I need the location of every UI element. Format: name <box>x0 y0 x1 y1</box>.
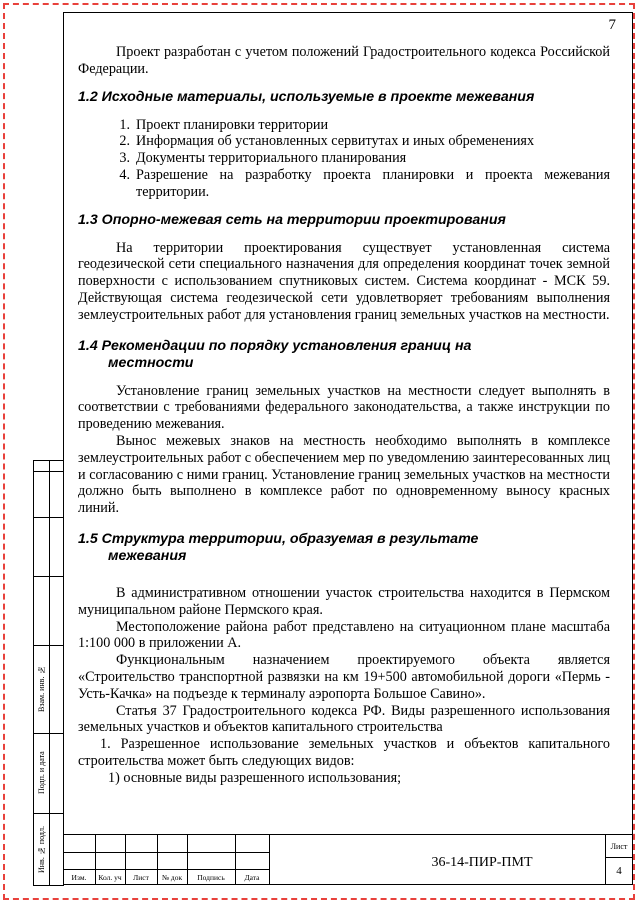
section-1-5-paragraph: 1. Разрешенное использование земельных участков и объектов капитального строительства может быть следующих видов: <box>78 736 610 769</box>
list-item: 4. Разрешение на разработку проекта планировки и проекта межевания территории. <box>119 166 610 200</box>
section-1-5-paragraph: Статья 37 Градостроительного кодекса РФ. Виды разрешенного использования земельных участков и объектов капитального строительства <box>78 702 610 736</box>
sheet-number: 4 <box>616 865 622 877</box>
title-block <box>63 834 633 885</box>
side-approval-table <box>33 460 64 886</box>
section-1-5-paragraph: Местоположение района работ представлено на ситуационном плане масштаба 1:100 000 в приложении А. <box>78 618 610 652</box>
document-code: 36-14-ПИР-ПМТ <box>431 855 533 870</box>
col-signature: Подпись <box>197 873 225 882</box>
section-1-3-heading: 1.3 Опорно-межевая сеть на территории проектирования <box>78 211 506 228</box>
section-1-4-paragraph: Установление границ земельных участков на местности следует выполнять в соответствии с требованиями федерального законодательства, а также инструкции по проведению межевания. <box>78 382 610 433</box>
intro-paragraph: Проект разработан с учетом положений Градостроительного кодекса Российской Федерации. <box>78 44 610 77</box>
signature-date-label: Подп. и дата <box>37 751 46 795</box>
section-1-5-paragraph: 1) основные виды разрешенного использования; <box>108 769 402 786</box>
section-1-5-heading: 1.5 Структура территории, образуемая в результате межевания <box>78 530 479 564</box>
list-item: 1. Проект планировки территории <box>119 116 329 133</box>
replacement-inventory-label: Взам. инв. № <box>37 665 46 713</box>
col-doc-number: № док <box>161 873 183 882</box>
col-change: Изм. <box>71 873 87 882</box>
section-1-2-heading: 1.2 Исходные материалы, используемые в проекте межевания <box>78 88 535 105</box>
original-inventory-label: Инв. № подл. <box>37 826 46 874</box>
document-body <box>78 44 610 787</box>
list-item: 3. Документы территориального планирования <box>119 150 407 167</box>
section-1-5-paragraph: В административном отношении участок строительства находится в Пермском муниципальном районе Пермского края. <box>78 584 610 618</box>
list-item: 2. Информация об установленных сервитутах и иных обременениях <box>119 133 535 150</box>
section-1-4-heading: 1.4 Рекомендации по порядку установления границ на местности <box>78 337 472 371</box>
col-count: Кол. уч <box>98 873 122 882</box>
section-1-4-paragraph: Вынос межевых знаков на местность необходимо выполнять в комплексе землеустроительных работ с обеспечением мер по уведомлению заинтересованных лиц и согласованию с ними границ. Установление границ земельных участков на местности должно быть выполнено в комплексе работ по одновременному выносу красных линий. <box>78 432 610 517</box>
col-sheet: Лист <box>133 873 149 882</box>
section-1-3-paragraph: На территории проектирования существует установленная система геодезической сети специального назначения для определения координат точек земной поверхности с использованием спутниковых систем. Система координат - МСК 59. Действующая система геодезической сети удовлетворяет требованиям выполнения землеустроительных работ для установления границ земельных участков на местности. <box>78 239 610 323</box>
section-1-5-paragraph: Функциональным назначением проектируемого объекта является «Строительство транспортной развязки на км 19+500 автомобильной дороги «Пермь - Усть-Качка» на подъезде к терминалу аэропорта Большое Савино». <box>78 652 610 702</box>
sheet-label: Лист <box>610 842 628 851</box>
source-materials-list <box>78 117 610 201</box>
col-date: Дата <box>244 873 260 882</box>
page-number: 7 <box>608 17 616 33</box>
